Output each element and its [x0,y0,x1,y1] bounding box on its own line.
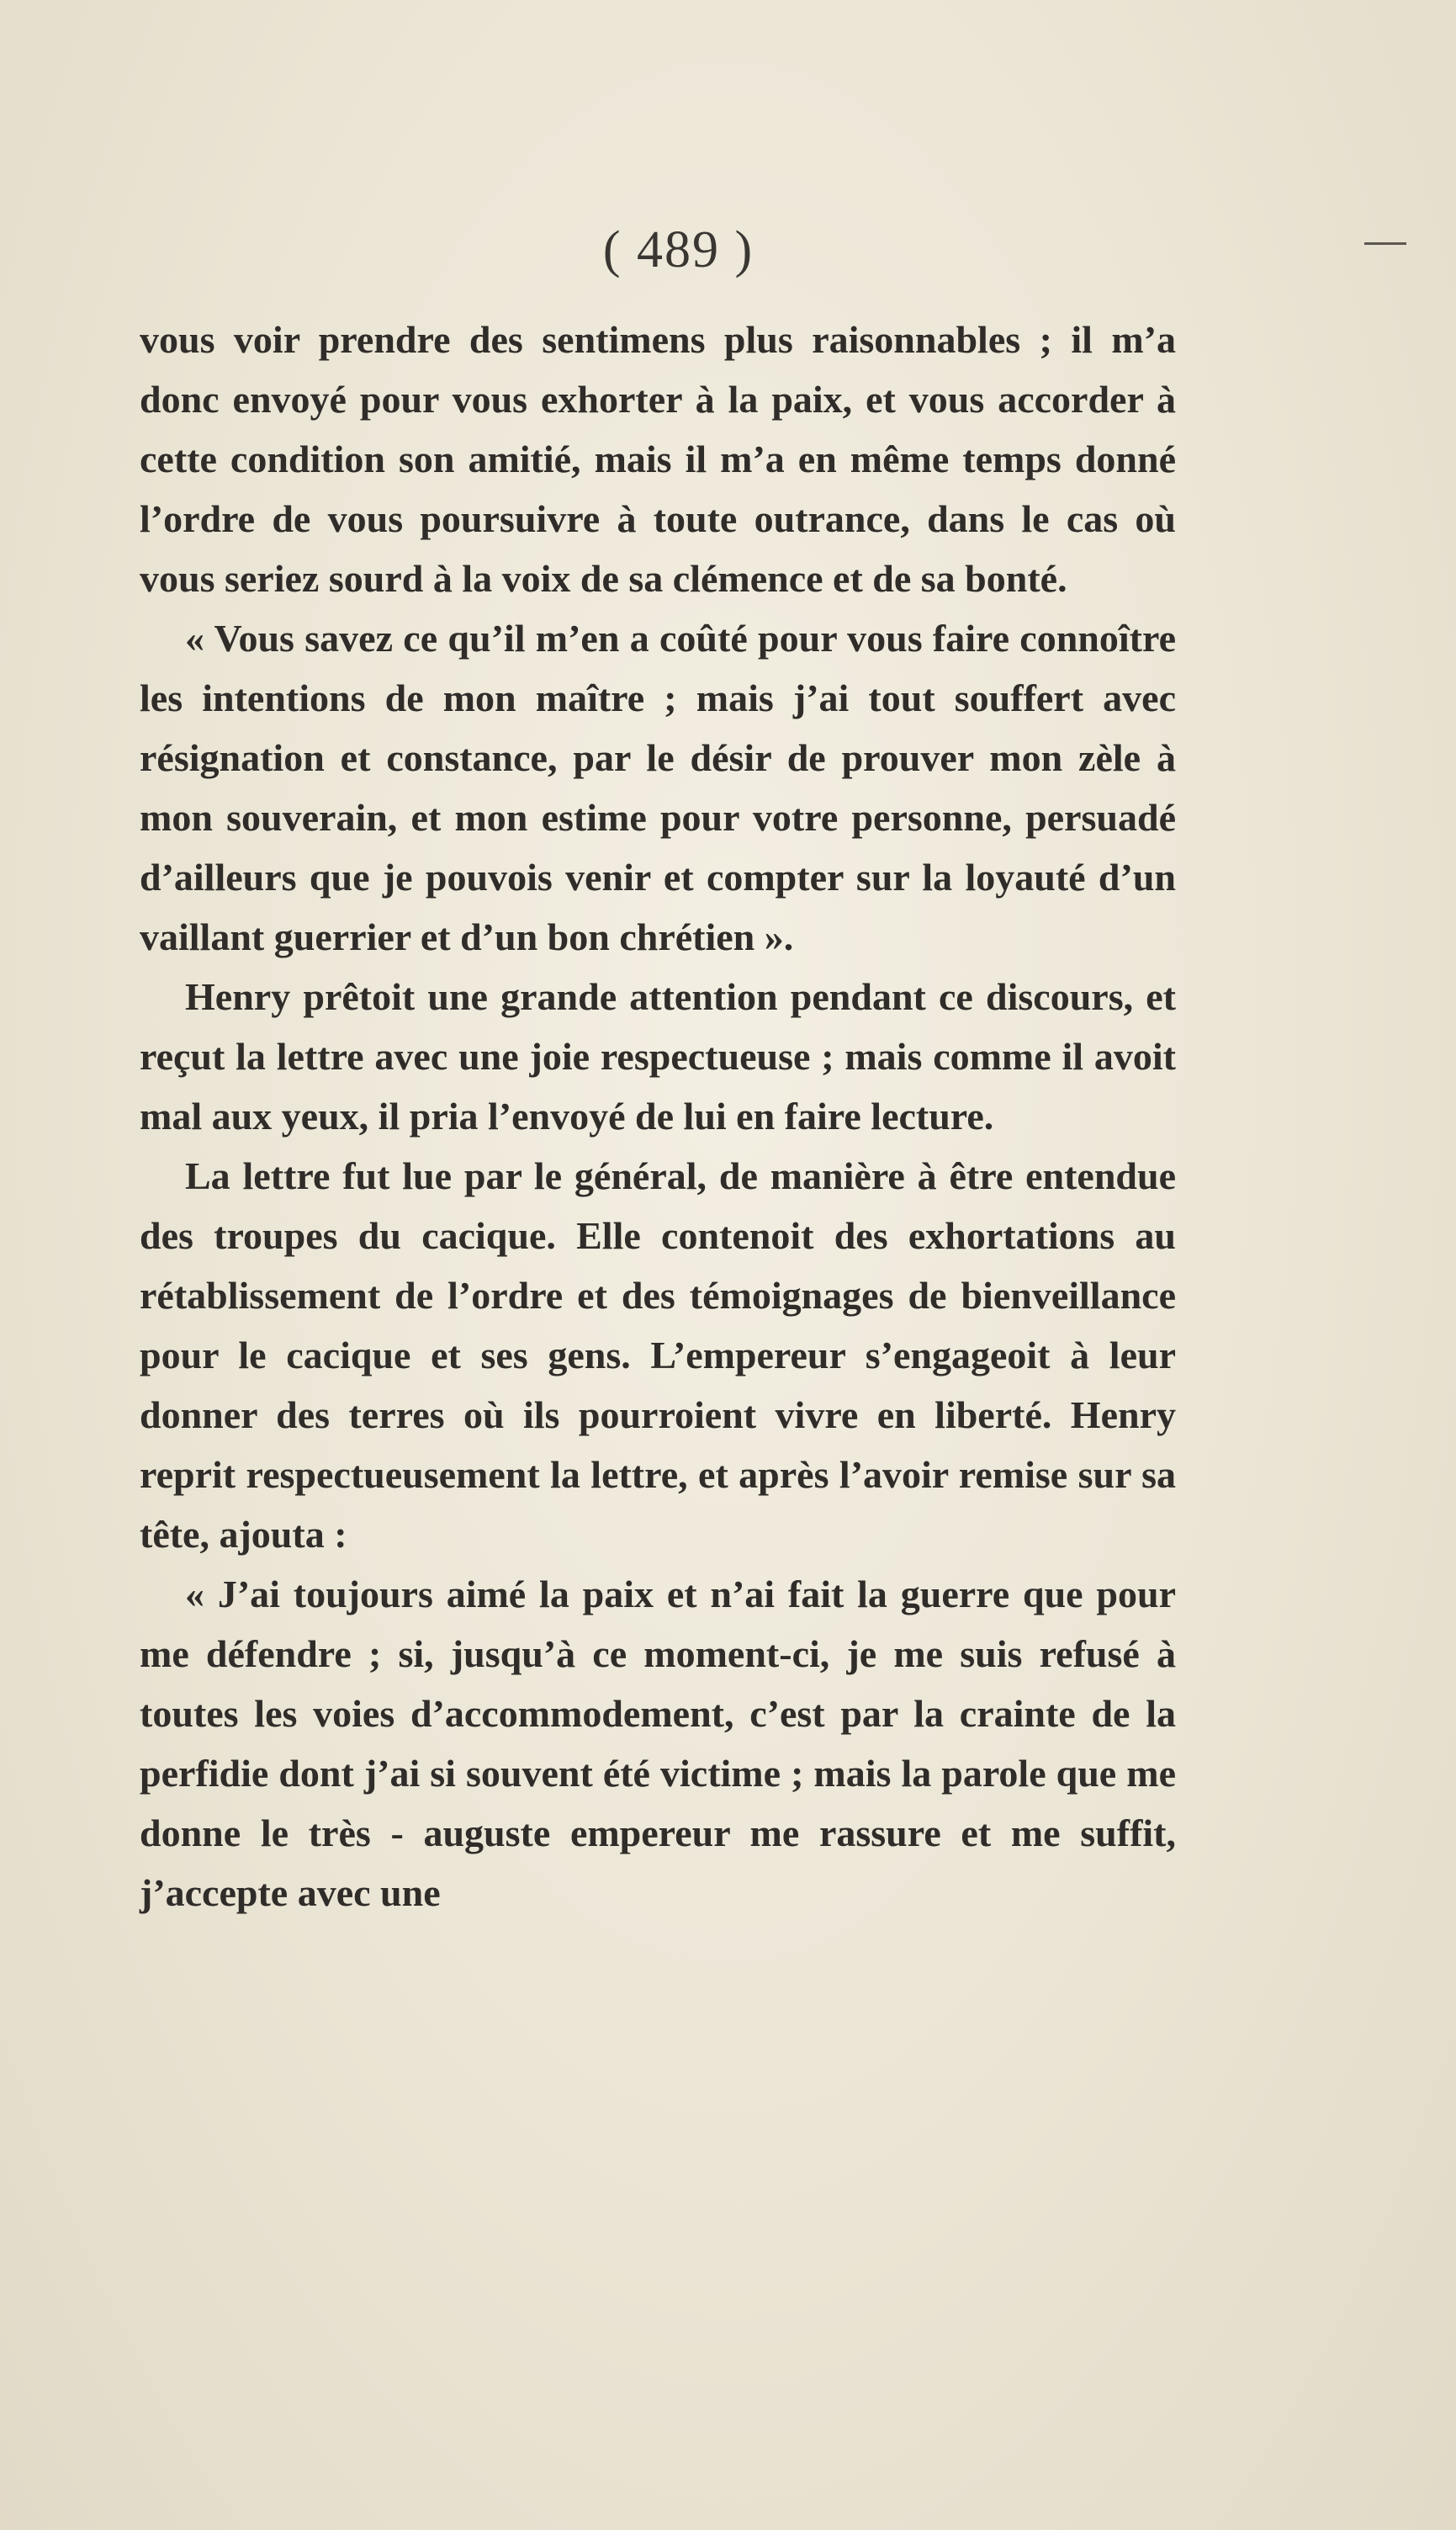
margin-mark [1364,242,1406,245]
page-number: ( 489 ) [602,221,754,278]
paragraph-1: vous voir prendre des sentimens plus raisonnables ; il m’a donc envoyé pour vous exhorter à la paix, et vous accorder à cette condition son amitié, mais il m’a en même temps donné l’ordre de vous poursuivre à toute outrance, dans le cas où vous seriez sourd à la voix de sa clémence et de sa bonté. [140,318,1176,600]
paragraph-5: « J’ai toujours aimé la paix et n’ai fait la guerre que pour me défendre ; si, jusqu’à ce moment-ci, je me suis refusé à toutes les voies d’accommodement, c’est par la crainte de la perfidie dont j’ai si souvent été victime ; mais la parole que me donne le très - auguste empereur me rassure et me suffit, j’accepte avec une [140,1573,1176,1914]
body-text [140,310,1176,1923]
paragraph-3: Henry prêtoit une grande attention pendant ce discours, et reçut la lettre avec une joie respectueuse ; mais comme il avoit mal aux yeux, il pria l’envoyé de lui en faire lecture. [140,975,1176,1138]
paragraph-2: « Vous savez ce qu’il m’en a coûté pour vous faire connoître les intentions de mon maître ; mais j’ai tout souffert avec résignation et constance, par le désir de prouver mon zèle à mon souverain, et mon estime pour votre personne, persuadé d’ailleurs que je pouvois venir et compter sur la loyauté d’un vaillant guerrier et d’un bon chrétien ». [140,617,1176,958]
paragraph-4: La lettre fut lue par le général, de manière à être entendue des troupes du cacique. Elle contenoit des exhortations au rétablissement de l’ordre et des témoignages de bienveillance pour le cacique et ses gens. L’empereur s’engageoit à leur donner des terres où ils pourroient vivre en liberté. Henry reprit respectueusement la lettre, et après l’avoir remise sur sa tête, ajouta : [140,1154,1176,1556]
